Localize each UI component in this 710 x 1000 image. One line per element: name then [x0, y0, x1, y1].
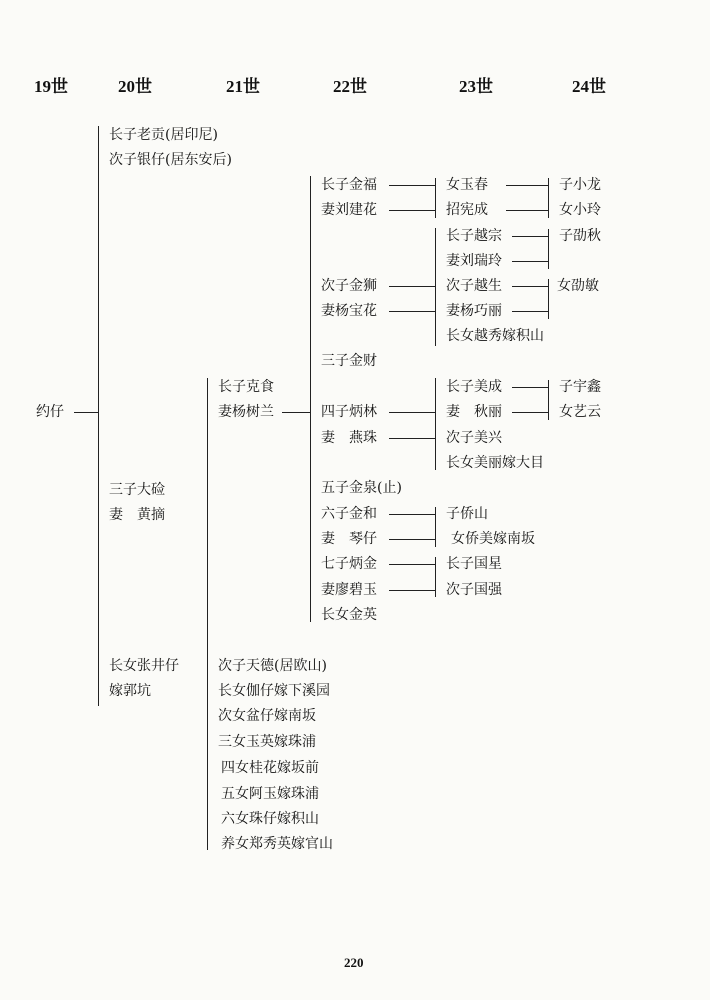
gen21-daughter2: 次女盆仔嫁南坂 [218, 708, 316, 724]
connector-jinhe-bottom [389, 539, 435, 540]
gen24-yiyun: 女艺云 [559, 404, 601, 420]
gen21-daughter5: 五女阿玉嫁珠浦 [221, 786, 319, 802]
generation-21-label: 21世 [226, 77, 260, 96]
gen24-xiaoling: 女小玲 [559, 202, 601, 218]
connector-yuezong-top [512, 236, 548, 237]
connector-jinshi-top [389, 286, 435, 287]
gen22-bracket [310, 176, 311, 622]
bracket-bingjin-children [435, 557, 436, 597]
gen23-yuesheng-wife: 妻杨巧丽 [446, 303, 502, 319]
bracket-jinhe-children [435, 507, 436, 547]
gen22-jinfu-wife: 妻刘建花 [321, 202, 377, 218]
gen23-meili: 长女美丽嫁大目 [446, 455, 544, 471]
connector-binglin-top [389, 412, 435, 413]
bracket-jinfu-children [435, 178, 436, 218]
connector-yuchun-bottom [506, 210, 548, 211]
generation-19-label: 19世 [34, 77, 68, 96]
generation-24-label: 24世 [572, 77, 606, 96]
gen23-qiaoshan: 子侨山 [446, 506, 488, 522]
gen22-jinhe-wife: 妻 琴仔 [321, 531, 377, 547]
connector-yuezong-bottom [512, 261, 548, 262]
connector-jinfu-bottom [389, 210, 435, 211]
connector-jinhe-top [389, 514, 435, 515]
gen22-jinshi: 次子金狮 [321, 278, 377, 294]
connector-meicheng-bottom [512, 412, 548, 413]
gen21-adopted-daughter: 养女郑秀英嫁官山 [221, 836, 333, 852]
gen23-meicheng-wife: 妻 秋丽 [446, 404, 502, 420]
gen21-keshi: 长子克食 [218, 379, 274, 395]
generation-23-label: 23世 [459, 77, 493, 96]
gen20-daughter1-married: 嫁郭坑 [109, 683, 151, 699]
gen21-daughter1: 长女伽仔嫁下溪园 [218, 683, 330, 699]
gen20-daughter1: 长女张井仔 [109, 658, 179, 674]
gen24-shaoqiu: 子劭秋 [559, 228, 601, 244]
gen23-meicheng: 长子美成 [446, 379, 502, 395]
gen20-son2: 次子银仔(居东安后) [109, 152, 232, 168]
gen21-keshi-connector [282, 412, 310, 413]
gen22-binglin-wife: 妻 燕珠 [321, 430, 377, 446]
gen24-shaomin: 女劭敏 [557, 278, 599, 294]
gen23-yuexiu: 长女越秀嫁积山 [446, 328, 544, 344]
connector-yuchun-top [506, 185, 548, 186]
connector-yuesheng-top [512, 286, 548, 287]
connector-yuesheng-bottom [512, 311, 548, 312]
root-connector [74, 412, 98, 413]
generation-22-label: 22世 [333, 77, 367, 96]
bracket-binglin-children [435, 378, 436, 470]
root-ancestor: 约仔 [36, 404, 64, 420]
gen23-yuezong-wife: 妻刘瑞玲 [446, 253, 502, 269]
gen22-jinshi-wife: 妻杨宝花 [321, 303, 377, 319]
gen23-meixing: 次子美兴 [446, 430, 502, 446]
gen21-daughter4: 四女桂花嫁坂前 [221, 760, 319, 776]
connector-meicheng-top [512, 387, 548, 388]
connector-jinfu-top [389, 185, 435, 186]
connector-binglin-bottom [389, 438, 435, 439]
gen23-guoqiang: 次子国强 [446, 582, 502, 598]
page-number: 220 [344, 955, 364, 970]
gen22-jinhe: 六子金和 [321, 506, 377, 522]
connector-bingjin-top [389, 564, 435, 565]
connector-jinshi-bottom [389, 311, 435, 312]
gen20-son1: 长子老贡(居印尼) [109, 127, 218, 143]
gen23-yuesheng: 次子越生 [446, 278, 502, 294]
gen22-bingjin: 七子炳金 [321, 556, 377, 572]
gen20-son3: 三子大硷 [109, 482, 165, 498]
generation-20-label: 20世 [118, 77, 152, 96]
connector-bingjin-bottom [389, 590, 435, 591]
gen23-zhaoxian: 招宪成 [446, 202, 488, 218]
gen23-yuezong: 长子越宗 [446, 228, 502, 244]
gen22-jincai: 三子金财 [321, 353, 377, 369]
gen22-jinfu: 长子金福 [321, 177, 377, 193]
gen21-daughter6: 六女珠仔嫁积山 [221, 811, 319, 827]
gen21-bracket [207, 378, 208, 850]
bracket-jinshi-children [435, 228, 436, 346]
bracket-yuesheng-children [548, 279, 549, 319]
gen24-xiaolong: 子小龙 [559, 177, 601, 193]
gen21-tiande: 次子天德(居欧山) [218, 658, 327, 674]
gen24-yuxin: 子宇鑫 [559, 379, 601, 395]
bracket-meicheng-children [548, 380, 549, 420]
gen21-daughter3: 三女玉英嫁珠浦 [218, 734, 316, 750]
gen23-guoxing: 长子国星 [446, 556, 502, 572]
gen22-jinying: 长女金英 [321, 607, 377, 623]
gen20-son3-wife: 妻 黄摘 [109, 507, 165, 523]
gen22-binglin: 四子炳林 [321, 404, 377, 420]
gen21-keshi-wife: 妻杨树兰 [218, 404, 274, 420]
gen22-bingjin-wife: 妻廖碧玉 [321, 582, 377, 598]
gen22-jinquan: 五子金泉(止) [321, 480, 402, 496]
gen23-yuchun: 女玉春 [446, 177, 488, 193]
bracket-yuchun-children [548, 178, 549, 218]
gen20-bracket [98, 126, 99, 706]
gen23-qiaomei: 女侨美嫁南坂 [451, 531, 535, 547]
bracket-yuezong-children [548, 229, 549, 269]
